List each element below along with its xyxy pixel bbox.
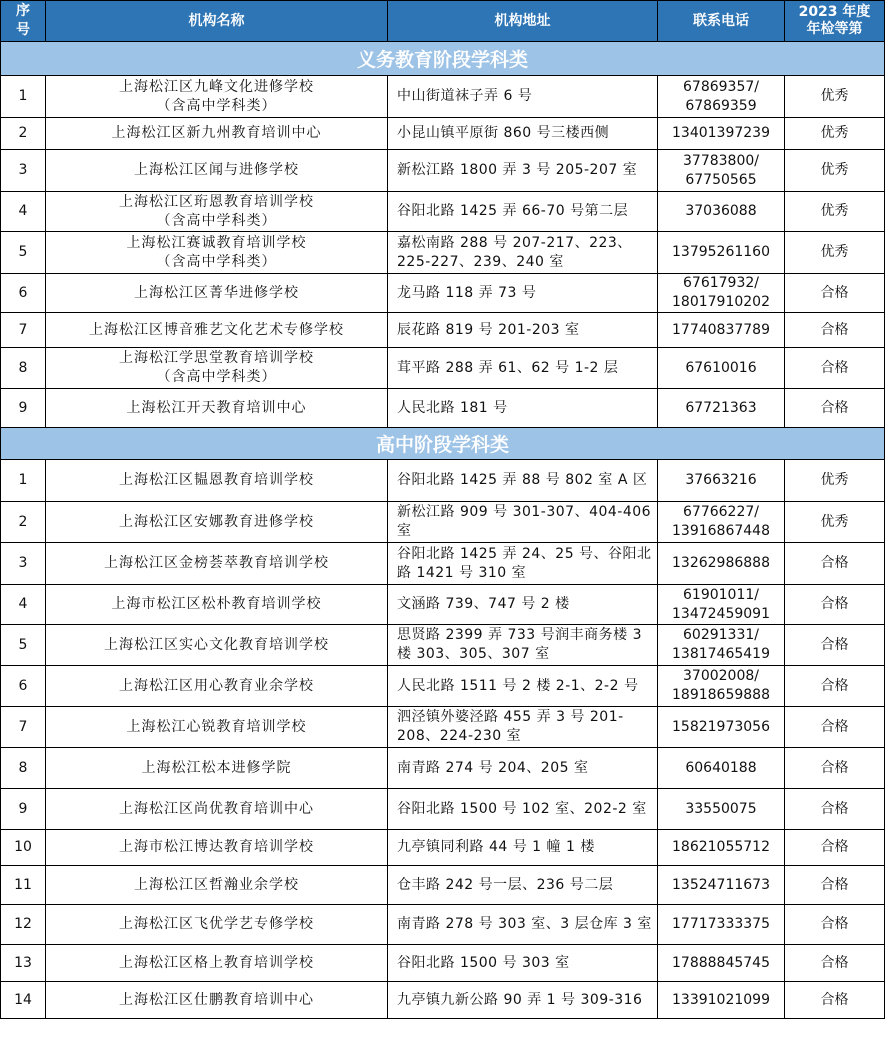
cell-address: 谷阳北路 1425 弄 66-70 号第二层 [388,192,658,232]
table-row [1,460,885,502]
cell-grade: 优秀 [785,76,885,118]
cell-index: 14 [1,982,46,1019]
cell-grade: 优秀 [785,502,885,543]
cell-index: 1 [1,76,46,118]
table-row [1,389,885,428]
cell-grade: 合格 [785,945,885,982]
institution-name: 上海松江区金榜荟萃教育培训学校 [104,555,329,571]
cell-phone [658,502,785,543]
table-row [1,348,885,389]
cell-phone [658,150,785,192]
cell-index: 9 [1,789,46,830]
cell-address: 辰花路 819 号 201-203 室 [388,313,658,348]
cell-grade: 合格 [785,585,885,625]
cell-address: 南青路 278 号 303 室、3 层仓库 3 室 [388,905,658,945]
institution-name: 上海松江区闻与进修学校 [134,162,299,178]
cell-address: 谷阳北路 1500 号 303 室 [388,945,658,982]
cell-index: 4 [1,192,46,232]
institution-name-note: （含高中学科类） [156,369,277,385]
cell-phone [658,707,785,748]
cell-index: 2 [1,118,46,150]
cell-phone [658,192,785,232]
cell-grade: 优秀 [785,118,885,150]
section-title: 义务教育阶段学科类 [1,42,885,76]
phone-number-secondary: 67869359 [685,97,757,114]
header-grade-line2: 年检等第 [806,21,863,37]
cell-institution-name [46,150,388,192]
phone-number-secondary: 13817465419 [672,646,770,662]
cell-index: 5 [1,232,46,274]
table-row [1,274,885,313]
institution-name: 上海松江区珩恩教育培训学校 [119,193,314,210]
cell-address: 人民北路 1511 号 2 楼 2-1、2-2 号 [388,666,658,707]
cell-index: 1 [1,460,46,502]
cell-grade: 合格 [785,866,885,905]
institution-name: 上海松江区实心文化教育培训学校 [104,636,329,653]
table-row [1,313,885,348]
cell-institution-name [46,585,388,625]
cell-index: 6 [1,274,46,313]
institution-name: 上海松江区用心教育业余学校 [119,677,314,694]
cell-address: 龙马路 118 弄 73 号 [388,274,658,313]
cell-index: 9 [1,389,46,428]
cell-grade: 合格 [785,313,885,348]
table-row [1,625,885,666]
phone-number: 13524711673 [672,876,770,893]
cell-grade: 合格 [785,748,885,789]
cell-address: 谷阳北路 1425 弄 24、25 号、谷阳北路 1421 号 310 室 [388,543,658,585]
cell-phone [658,866,785,905]
cell-institution-name [46,982,388,1019]
phone-number: 18621055712 [672,839,770,855]
phone-number: 60640188 [685,759,757,776]
phone-number: 15821973056 [672,718,770,735]
phone-number: 37663216 [685,472,757,488]
table-row [1,76,885,118]
cell-institution-name [46,866,388,905]
cell-phone [658,389,785,428]
cell-phone [658,830,785,866]
cell-index: 3 [1,543,46,585]
cell-institution-name [46,313,388,348]
institution-name-note: （含高中学科类） [156,212,277,229]
table-row [1,982,885,1019]
table-row [1,666,885,707]
cell-phone [658,543,785,585]
institution-name: 上海松江区安娜教育进修学校 [119,513,314,530]
cell-index: 7 [1,313,46,348]
cell-grade: 合格 [785,789,885,830]
cell-address: 九亭镇同利路 44 号 1 幢 1 楼 [388,830,658,866]
cell-index: 12 [1,905,46,945]
institution-name: 上海松江区飞优学艺专修学校 [119,916,314,932]
cell-institution-name [46,830,388,866]
header-address: 机构地址 [388,1,658,42]
cell-institution-name [46,192,388,232]
cell-institution-name [46,625,388,666]
table-row [1,707,885,748]
cell-address: 谷阳北路 1425 弄 88 号 802 室 A 区 [388,460,658,502]
cell-grade: 合格 [785,666,885,707]
cell-grade: 优秀 [785,150,885,192]
institution-name: 上海松江赛诚教育培训学校 [126,234,307,251]
institution-name-note: （含高中学科类） [156,253,277,270]
cell-phone [658,348,785,389]
cell-institution-name [46,389,388,428]
cell-index: 4 [1,585,46,625]
institution-name: 上海松江松本进修学院 [141,759,292,776]
cell-address: 南青路 274 号 204、205 室 [388,748,658,789]
phone-number: 17717333375 [672,916,770,932]
phone-number: 67766227/ [683,504,759,520]
table-body [1,42,885,1019]
phone-number: 13401397239 [672,125,770,141]
cell-index: 13 [1,945,46,982]
cell-institution-name [46,348,388,389]
section-title: 高中阶段学科类 [1,428,885,460]
cell-phone [658,76,785,118]
cell-institution-name [46,76,388,118]
phone-number: 67610016 [685,359,757,376]
cell-index: 11 [1,866,46,905]
table-row [1,118,885,150]
institution-name: 上海松江区哲瀚业余学校 [134,876,299,893]
cell-index: 10 [1,830,46,866]
cell-address: 思贤路 2399 弄 733 号润丰商务楼 3 楼 303、305、307 室 [388,625,658,666]
institution-name: 上海松江区韫恩教育培训学校 [119,472,314,488]
header-name: 机构名称 [46,1,388,42]
phone-number-secondary: 13916867448 [672,523,770,539]
cell-address: 仓丰路 242 号一层、236 号二层 [388,866,658,905]
institution-name: 上海松江心锐教育培训学校 [126,718,307,735]
institution-name-note: （含高中学科类） [156,97,277,114]
cell-index: 3 [1,150,46,192]
cell-grade: 合格 [785,905,885,945]
section-header-row [1,42,885,76]
institution-name: 上海松江区新九州教育培训中心 [111,125,322,141]
table-row [1,905,885,945]
phone-number: 60291331/ [683,627,759,643]
institution-name: 上海松江开天教育培训中心 [126,399,307,416]
cell-address: 新松江路 909 号 301-307、404-406 室 [388,502,658,543]
table-row [1,748,885,789]
phone-number: 13262986888 [672,555,770,571]
cell-address: 新松江路 1800 弄 3 号 205-207 室 [388,150,658,192]
cell-grade: 合格 [785,389,885,428]
header-grade-line1: 2023 年度 [798,4,871,20]
phone-number: 13391021099 [672,991,770,1008]
cell-phone [658,313,785,348]
cell-address: 谷阳北路 1500 号 102 室、202-2 室 [388,789,658,830]
cell-institution-name [46,945,388,982]
cell-phone [658,460,785,502]
header-phone: 联系电话 [658,1,785,42]
phone-number: 33550075 [685,800,757,817]
cell-institution-name [46,274,388,313]
cell-phone [658,274,785,313]
phone-number-secondary: 18918659888 [672,687,770,703]
phone-number-secondary: 13472459091 [672,605,770,622]
table-header [1,1,885,42]
cell-institution-name [46,460,388,502]
cell-grade: 合格 [785,543,885,585]
cell-address: 小昆山镇平原街 860 号三楼西侧 [388,118,658,150]
table-row [1,945,885,982]
cell-phone [658,905,785,945]
cell-phone [658,789,785,830]
phone-number: 13795261160 [672,244,770,260]
phone-number: 37036088 [685,203,757,219]
cell-address: 文涵路 739、747 号 2 楼 [388,585,658,625]
header-index: 序号 [1,1,46,42]
cell-address: 嘉松南路 288 号 207-217、223、225-227、239、240 室 [388,232,658,274]
phone-number: 67617932/ [683,275,759,291]
cell-institution-name [46,748,388,789]
cell-phone [658,945,785,982]
cell-phone [658,625,785,666]
phone-number-secondary: 18017910202 [672,294,770,310]
cell-phone [658,118,785,150]
table-row [1,866,885,905]
cell-grade: 合格 [785,830,885,866]
institution-name: 上海松江区博音雅艺文化艺术专修学校 [89,321,344,338]
phone-number: 37002008/ [683,668,759,684]
cell-grade: 优秀 [785,460,885,502]
institution-name: 上海市松江博达教育培训学校 [119,839,314,855]
cell-index: 6 [1,666,46,707]
phone-number: 67869357/ [683,78,759,95]
cell-institution-name [46,502,388,543]
institution-name: 上海松江区菁华进修学校 [134,284,299,301]
institution-name: 上海松江区仕鹏教育培训中心 [119,991,314,1008]
cell-index: 7 [1,707,46,748]
table-row [1,789,885,830]
table-row [1,543,885,585]
phone-number: 17740837789 [672,321,770,338]
cell-institution-name [46,707,388,748]
institution-name: 上海松江区格上教育培训学校 [119,954,314,971]
cell-phone [658,666,785,707]
institution-name: 上海松江区尚优教育培训中心 [119,800,314,817]
cell-index: 8 [1,748,46,789]
cell-institution-name [46,905,388,945]
cell-address: 人民北路 181 号 [388,389,658,428]
cell-phone [658,982,785,1019]
phone-number: 67721363 [685,399,757,416]
cell-institution-name [46,666,388,707]
institution-name: 上海市松江区松朴教育培训学校 [111,596,322,612]
phone-number: 61901011/ [683,586,759,603]
institution-name: 上海松江学思堂教育培训学校 [119,350,314,366]
cell-grade: 合格 [785,625,885,666]
table-row [1,830,885,866]
cell-grade: 合格 [785,707,885,748]
table-row [1,502,885,543]
cell-index: 5 [1,625,46,666]
cell-grade: 优秀 [785,232,885,274]
cell-index: 2 [1,502,46,543]
cell-phone [658,585,785,625]
cell-address: 中山街道袜子弄 6 号 [388,76,658,118]
phone-number: 37783800/ [683,152,759,169]
phone-number: 17888845745 [672,954,770,971]
cell-grade: 优秀 [785,192,885,232]
cell-grade: 合格 [785,348,885,389]
cell-address: 九亭镇九新公路 90 弄 1 号 309-316 [388,982,658,1019]
cell-address: 茸平路 288 弄 61、62 号 1-2 层 [388,348,658,389]
institution-name: 上海松江区九峰文化进修学校 [119,78,314,95]
table-row [1,232,885,274]
cell-institution-name [46,118,388,150]
cell-institution-name [46,543,388,585]
cell-phone [658,232,785,274]
cell-institution-name [46,232,388,274]
cell-address: 泗泾镇外婆泾路 455 弄 3 号 201-208、224-230 室 [388,707,658,748]
table-row [1,192,885,232]
header-grade [785,1,885,42]
table-row [1,150,885,192]
section-header-row [1,428,885,460]
cell-grade: 合格 [785,982,885,1019]
cell-index: 8 [1,348,46,389]
table-row [1,585,885,625]
phone-number-secondary: 67750565 [685,171,757,188]
cell-phone [658,748,785,789]
cell-grade: 合格 [785,274,885,313]
cell-institution-name [46,789,388,830]
